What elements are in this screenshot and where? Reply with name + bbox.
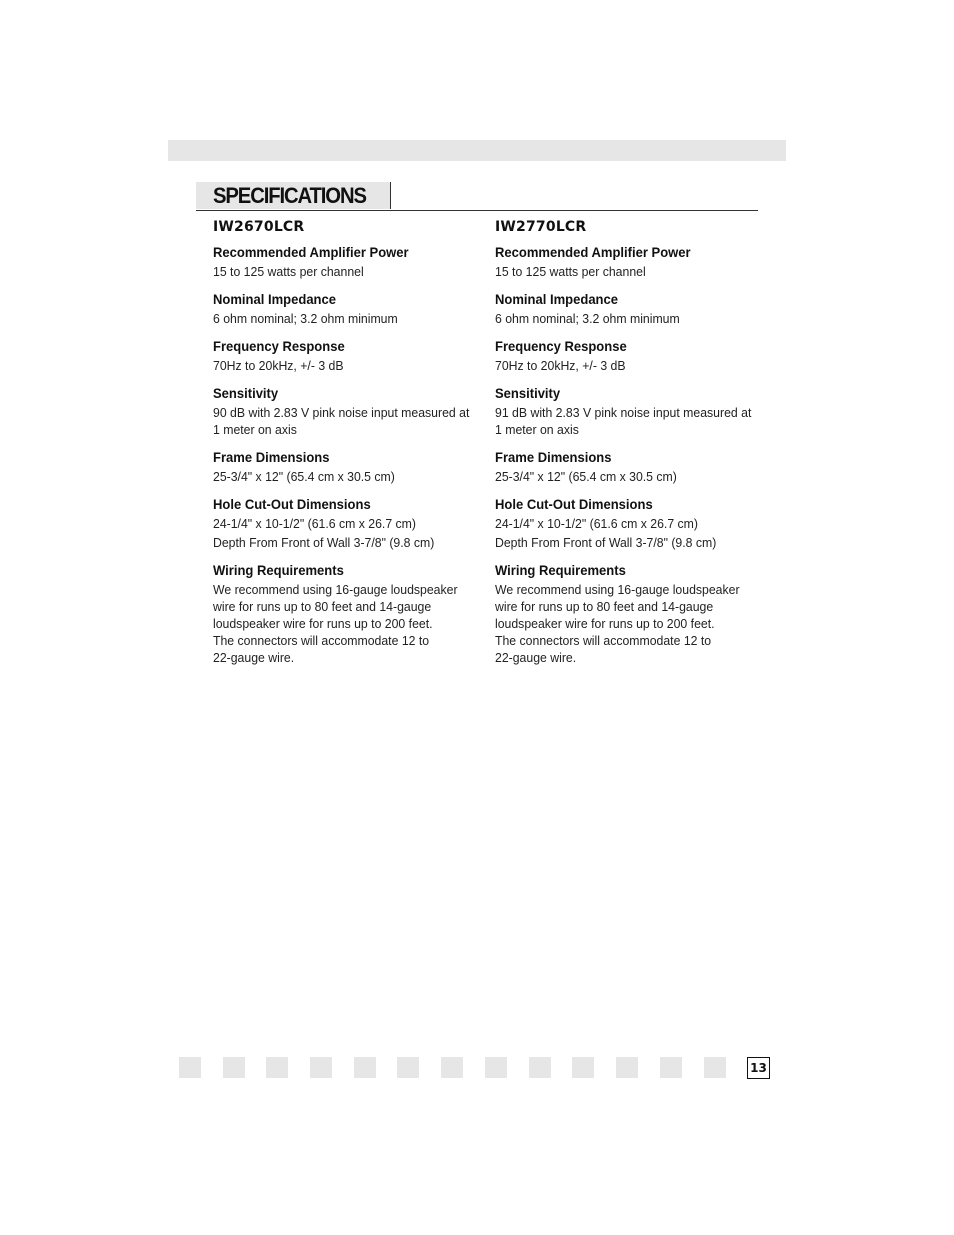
spec-line: 70Hz to 20kHz, +/- 3 dB bbox=[495, 358, 626, 373]
spec-value bbox=[495, 515, 765, 551]
spec-line: We recommend using 16-gauge loudspeaker bbox=[495, 582, 740, 597]
spec-cutout-dimensions bbox=[495, 495, 763, 551]
footer-square bbox=[660, 1057, 682, 1078]
spec-frequency-response bbox=[495, 337, 763, 374]
spec-line: 22-gauge wire. bbox=[213, 650, 295, 665]
spec-value bbox=[495, 357, 765, 374]
spec-line: We recommend using 16-gauge loudspeaker bbox=[213, 582, 458, 597]
spec-value bbox=[495, 404, 765, 438]
spec-impedance bbox=[213, 290, 481, 327]
spec-line: 91 dB with 2.83 V pink noise input measured at bbox=[495, 405, 752, 420]
spec-amplifier-power bbox=[495, 243, 763, 280]
spec-wiring bbox=[213, 561, 481, 666]
spec-label: Wiring Requirements bbox=[213, 562, 344, 578]
spec-value bbox=[213, 468, 483, 485]
spec-frame-dimensions bbox=[495, 448, 763, 485]
spec-label: Frame Dimensions bbox=[495, 449, 612, 465]
spec-line: 22-gauge wire. bbox=[495, 650, 577, 665]
spec-value bbox=[213, 310, 483, 327]
section-header bbox=[196, 182, 758, 211]
footer-square bbox=[441, 1057, 463, 1078]
spec-label: Wiring Requirements bbox=[495, 562, 626, 578]
footer-square bbox=[397, 1057, 419, 1078]
page-title: SPECIFICATIONS bbox=[213, 183, 366, 208]
spec-line: 90 dB with 2.83 V pink noise input measured at bbox=[213, 405, 470, 420]
spec-impedance bbox=[495, 290, 763, 327]
spec-label: Recommended Amplifier Power bbox=[495, 244, 691, 260]
footer-decoration bbox=[179, 1057, 739, 1078]
spec-line: loudspeaker wire for runs up to 200 feet. bbox=[213, 616, 433, 631]
spec-label: Hole Cut-Out Dimensions bbox=[213, 496, 371, 512]
spec-value bbox=[213, 263, 483, 280]
spec-amplifier-power bbox=[213, 243, 481, 280]
spec-label: Sensitivity bbox=[495, 385, 561, 401]
spec-line: 15 to 125 watts per channel bbox=[495, 264, 646, 279]
spec-value bbox=[495, 468, 765, 485]
header-band bbox=[168, 140, 786, 161]
page-number: 13 bbox=[747, 1057, 770, 1079]
spec-line: 70Hz to 20kHz, +/- 3 dB bbox=[213, 358, 344, 373]
spec-label: Frame Dimensions bbox=[213, 449, 330, 465]
spec-sensitivity bbox=[213, 384, 481, 438]
spec-column-left bbox=[213, 218, 481, 676]
spec-label: Sensitivity bbox=[213, 385, 279, 401]
footer-square bbox=[223, 1057, 245, 1078]
spec-line: 1 meter on axis bbox=[213, 422, 297, 437]
spec-line: wire for runs up to 80 feet and 14-gauge bbox=[213, 599, 432, 614]
spec-line: The connectors will accommodate 12 to bbox=[213, 633, 430, 648]
spec-value bbox=[495, 581, 765, 666]
footer-square bbox=[179, 1057, 201, 1078]
spec-label: Frequency Response bbox=[495, 338, 627, 354]
spec-column-right bbox=[495, 218, 763, 676]
spec-line: 24-1/4" x 10-1/2" (61.6 cm x 26.7 cm) bbox=[495, 516, 698, 531]
footer-square bbox=[529, 1057, 551, 1078]
spec-wiring bbox=[495, 561, 763, 666]
spec-value bbox=[213, 357, 483, 374]
spec-line: 1 meter on axis bbox=[495, 422, 579, 437]
spec-label: Nominal Impedance bbox=[213, 291, 337, 307]
spec-line: wire for runs up to 80 feet and 14-gauge bbox=[495, 599, 714, 614]
spec-cutout-dimensions bbox=[213, 495, 481, 551]
model-name: IW2770LCR bbox=[495, 219, 587, 235]
spec-label: Recommended Amplifier Power bbox=[213, 244, 409, 260]
spec-value bbox=[495, 310, 765, 327]
spec-value bbox=[213, 404, 483, 438]
model-name: IW2670LCR bbox=[213, 219, 305, 235]
spec-sensitivity bbox=[495, 384, 763, 438]
spec-line: 6 ohm nominal; 3.2 ohm minimum bbox=[495, 311, 680, 326]
spec-line: The connectors will accommodate 12 to bbox=[495, 633, 712, 648]
spec-line: 15 to 125 watts per channel bbox=[213, 264, 364, 279]
spec-line: loudspeaker wire for runs up to 200 feet. bbox=[495, 616, 715, 631]
spec-line: Depth From Front of Wall 3-7/8" (9.8 cm) bbox=[213, 535, 435, 550]
spec-label: Nominal Impedance bbox=[495, 291, 619, 307]
spec-value bbox=[213, 581, 483, 666]
spec-line: Depth From Front of Wall 3-7/8" (9.8 cm) bbox=[495, 535, 717, 550]
footer-square bbox=[354, 1057, 376, 1078]
footer-square bbox=[616, 1057, 638, 1078]
spec-frequency-response bbox=[213, 337, 481, 374]
spec-line: 25-3/4" x 12" (65.4 cm x 30.5 cm) bbox=[495, 469, 677, 484]
spec-label: Frequency Response bbox=[213, 338, 345, 354]
spec-line: 24-1/4" x 10-1/2" (61.6 cm x 26.7 cm) bbox=[213, 516, 416, 531]
spec-line: 25-3/4" x 12" (65.4 cm x 30.5 cm) bbox=[213, 469, 395, 484]
spec-line: 6 ohm nominal; 3.2 ohm minimum bbox=[213, 311, 398, 326]
spec-frame-dimensions bbox=[213, 448, 481, 485]
footer-square bbox=[310, 1057, 332, 1078]
footer-square bbox=[704, 1057, 726, 1078]
spec-value bbox=[213, 515, 483, 551]
spec-label: Hole Cut-Out Dimensions bbox=[495, 496, 653, 512]
footer-square bbox=[266, 1057, 288, 1078]
spec-value bbox=[495, 263, 765, 280]
footer-square bbox=[572, 1057, 594, 1078]
footer-square bbox=[485, 1057, 507, 1078]
